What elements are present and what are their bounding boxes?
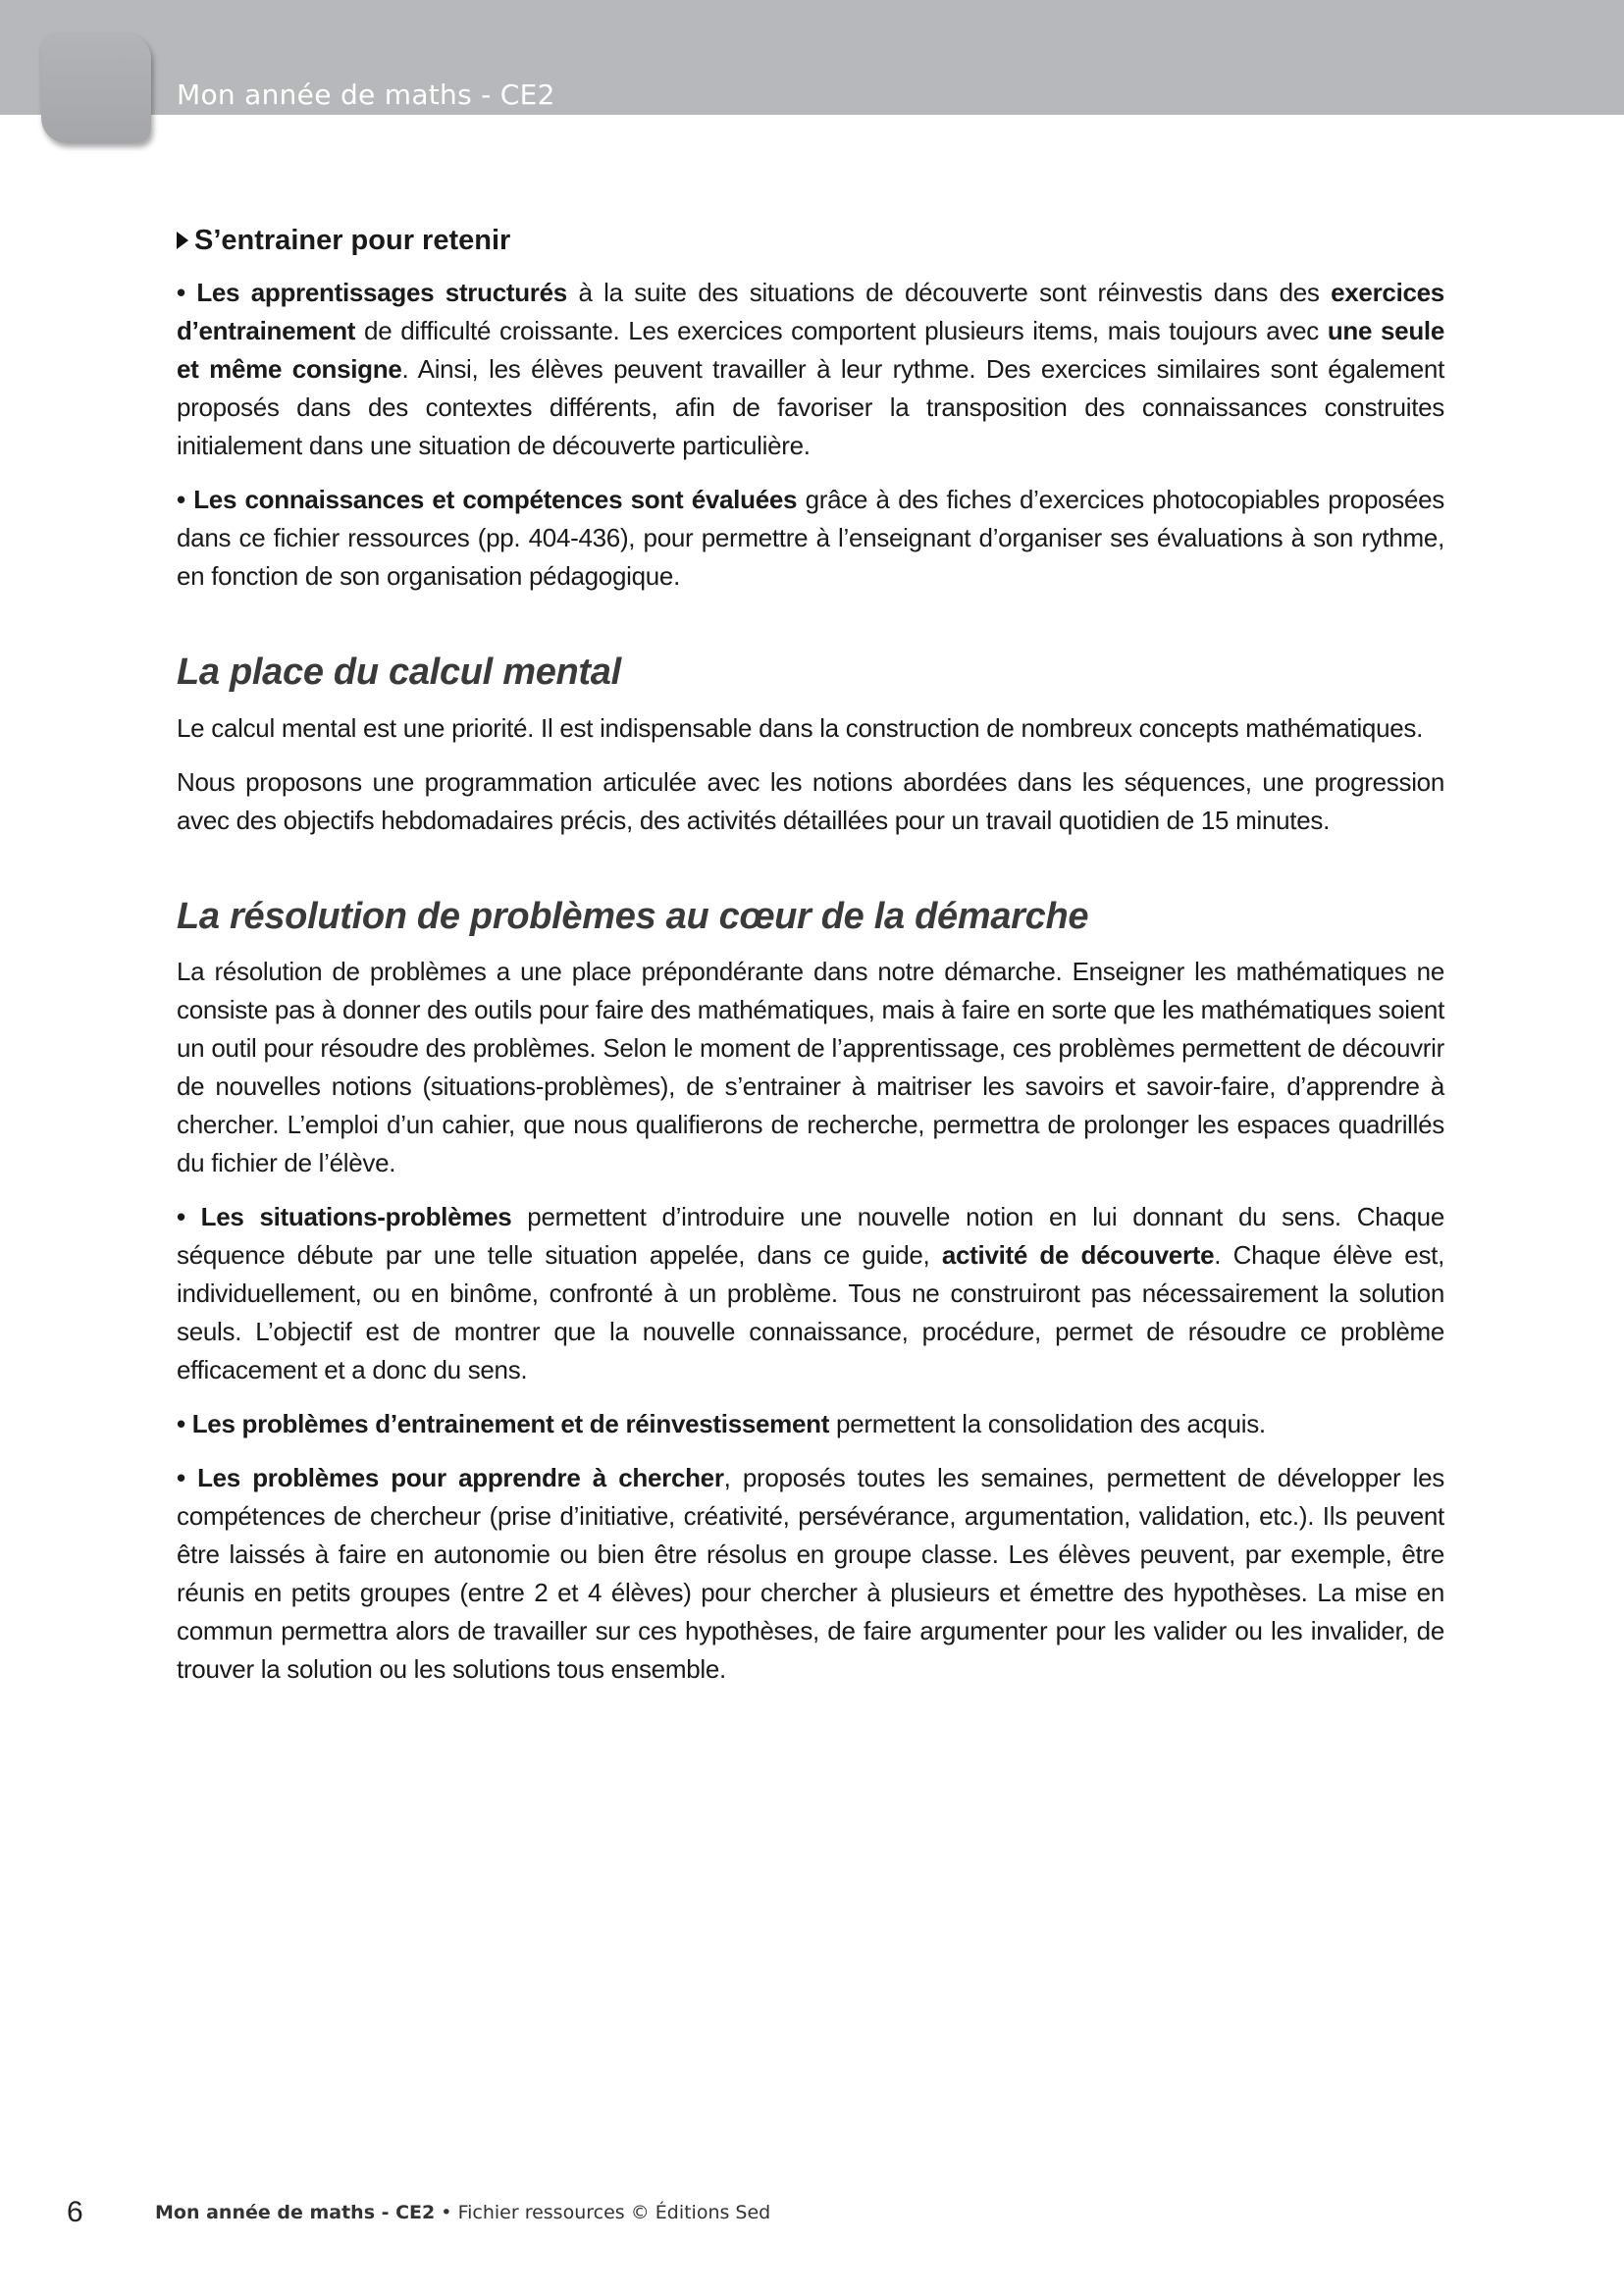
subsection-heading-text: S’entrainer pour retenir bbox=[194, 225, 511, 256]
text-span: . Chaque élève est, individuellement, ou en binôme, confronté à un problème. Tous ne construiront pas nécessairement la solution seuls. L’objectif est de montrer que la nouvelle connaissance, procédure, permet de résoudre ce problème efficacement et a donc du sens. bbox=[177, 1240, 1444, 1385]
header-tab-decoration bbox=[41, 33, 151, 143]
text-span: permettent la consolidation des acquis. bbox=[829, 1409, 1266, 1439]
paragraph-resolution-intro: La résolution de problèmes a une place prépondérante dans notre démarche. Enseigner les mathématiques ne consiste pas à donner des outils pour faire des mathématiques, mais à faire en sorte que les mathématiques soient un outil pour résoudre des problèmes. Selon le moment de l’apprentissage, ces problèmes permettent de découvrir de nouvelles notions (situations-problèmes), de s’entrainer à maitriser les savoirs et savoir-faire, d’apprendre à chercher. L’emploi d’un cahier, que nous qualifierons de recherche, permettra de prolonger les espaces quadrillés du fichier de l’élève. bbox=[177, 957, 1444, 1178]
page-number: 6 bbox=[67, 2196, 83, 2228]
footer-credit bbox=[155, 2202, 770, 2223]
bold-text: • Les problèmes pour apprendre à chercher bbox=[177, 1463, 724, 1493]
paragraph-apprentissages bbox=[177, 274, 1444, 465]
bold-text: exercices d’entrainement bbox=[177, 277, 1444, 345]
subsection-heading bbox=[177, 224, 1444, 258]
paragraph-calcul-programmation: Nous proposons une programmation articulée avec les notions abordées dans les séquences, une progression avec des objectifs hebdomadaires précis, des activités détaillées pour un travail quotidien de 15 minutes. bbox=[177, 766, 1444, 835]
bold-text: • Les connaissances et compétences sont évaluées bbox=[177, 484, 798, 514]
paragraph-calcul-priorite: Le calcul mental est une priorité. Il est indispensable dans la construction de nombreux concepts mathématiques. bbox=[177, 712, 1424, 743]
bold-text: • Les problèmes d’entrainement et de réinvestissement bbox=[177, 1409, 830, 1439]
bold-text: • Les situations-problèmes bbox=[177, 1202, 512, 1232]
footer-book-title: Mon année de maths - CE2 bbox=[155, 2202, 436, 2223]
paragraph-evaluations bbox=[177, 481, 1444, 596]
paragraph-problemes-chercher bbox=[177, 1459, 1444, 1689]
triangle-bullet-icon bbox=[177, 232, 188, 249]
text-span: à la suite des situations de découverte sont réinvestis dans des bbox=[566, 277, 1332, 307]
header-title: Mon année de maths - CE2 bbox=[177, 78, 555, 111]
page-footer bbox=[0, 2196, 1624, 2235]
paragraph-situations-problemes bbox=[177, 1198, 1444, 1389]
bold-text: activité de découverte bbox=[941, 1240, 1215, 1271]
footer-credit-text: Fichier ressources © Éditions Sed bbox=[457, 2202, 771, 2223]
text-span: , proposés toutes les semaines, permettent de développer les compétences de chercheur (prise d’initiative, créativité, persévérance, argumentation, validation, etc.). Ils peuvent être laissés à faire en autonomie ou bien être résolus en groupe classe. Les élèves peuvent, par exemple, être réunis en petits groupes (entre 2 et 4 élèves) pour chercher à plusieurs et émettre des hypothèses. La mise en commun permettra alors de travailler sur ces hypothèses, de faire argumenter pour les valider ou les invalider, de trouver la solution ou les solutions tous ensemble. bbox=[177, 1463, 1444, 1685]
paragraph-problemes-entrainement bbox=[177, 1405, 1444, 1443]
text-span: permettent d’introduire une nouvelle notion en lui donnant du sens. Chaque séquence débute par une telle situation appelée, dans ce guide, bbox=[177, 1202, 1444, 1271]
section-title-resolution-problemes: La résolution de problèmes au cœur de la démarche bbox=[177, 895, 1089, 937]
footer-separator: • bbox=[435, 2202, 458, 2223]
section-title-calcul-mental: La place du calcul mental bbox=[177, 651, 621, 693]
bold-text: • Les apprentissages structurés bbox=[177, 277, 567, 307]
text-span: grâce à des fiches d’exercices photocopiables proposées dans ce fichier ressources (pp. 404-436), pour permettre à l’enseignant d’organiser ses évaluations à son rythme, en fonction de son organisation pédagogique. bbox=[177, 484, 1444, 591]
text-span: . Ainsi, les élèves peuvent travailler à leur rythme. Des exercices similaires sont également proposés dans des contextes différents, afin de favoriser la transposition des connaissances construites initialement dans une situation de découverte particulière. bbox=[177, 353, 1444, 460]
page-content bbox=[177, 224, 1444, 1704]
text-span: de difficulté croissante. Les exercices comportent plusieurs items, mais toujours avec bbox=[355, 315, 1328, 345]
bold-text: une seule et même consigne bbox=[177, 315, 1445, 384]
